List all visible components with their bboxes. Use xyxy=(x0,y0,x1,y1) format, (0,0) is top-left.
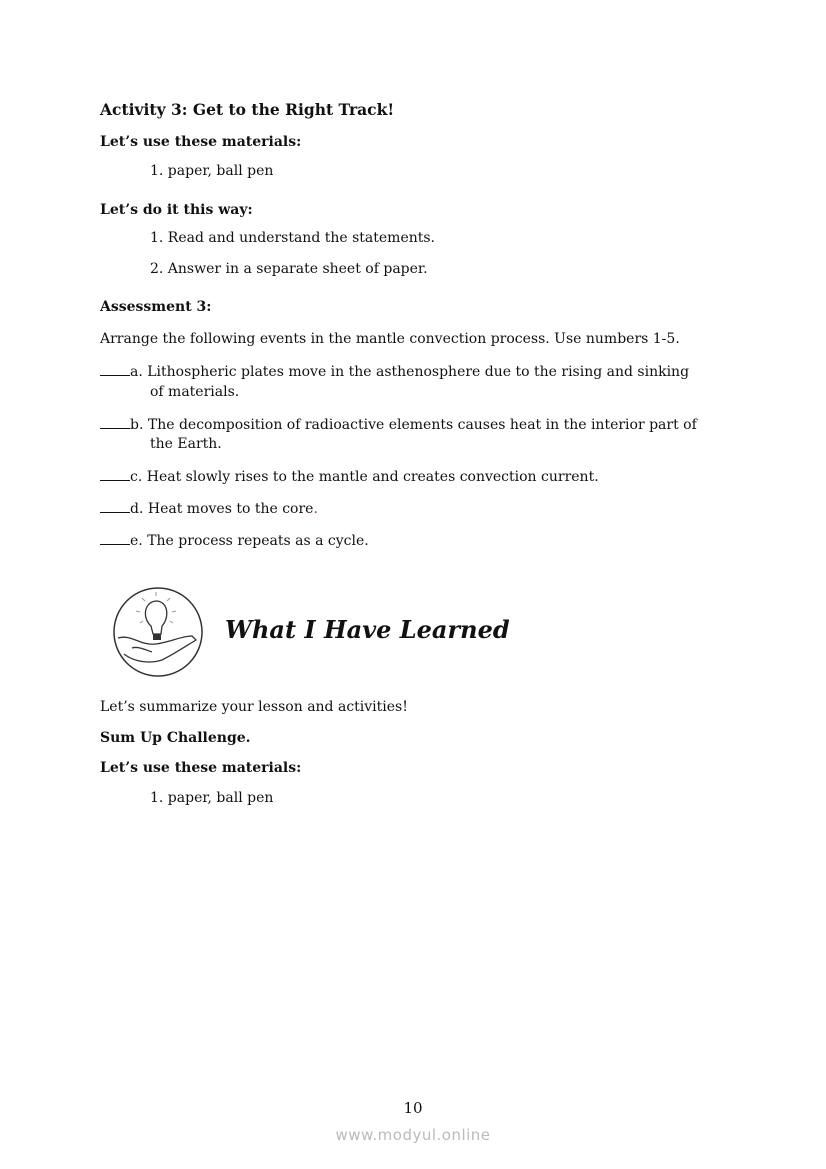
assessment-instruction: Arrange the following events in the mantle convection process. Use numbers 1-5. xyxy=(100,331,680,347)
item-text: Lithospheric plates move in the asthenosphere due to the rising and sinking xyxy=(147,364,690,380)
assessment-item-c xyxy=(100,466,599,487)
item-text: Heat moves to the core xyxy=(147,501,314,517)
answer-blank xyxy=(100,361,130,376)
activity-title: Activity 3: Get to the Right Track! xyxy=(100,100,395,119)
item-text: The decomposition of radioactive elements causes heat in the interior part of xyxy=(147,417,697,433)
red-period: . xyxy=(313,501,318,517)
procedure-step: 1. Read and understand the statements. xyxy=(150,230,436,246)
summary-intro: Let’s summarize your lesson and activities! xyxy=(100,699,408,715)
lightbulb-hand-icon xyxy=(112,586,204,678)
item-letter: a. xyxy=(130,364,143,380)
answer-blank xyxy=(100,498,130,513)
assessment-item-a xyxy=(100,361,689,382)
materials-heading: Let’s use these materials: xyxy=(100,134,302,150)
item-text-continued: the Earth. xyxy=(150,436,222,452)
watermark: www.modyul.online xyxy=(335,1126,491,1144)
section-title: What I Have Learned xyxy=(225,615,510,644)
assessment-item-b xyxy=(100,414,697,435)
answer-blank xyxy=(100,414,130,429)
assessment-item-d xyxy=(100,498,318,519)
assessment-item-e xyxy=(100,530,369,551)
sumup-heading: Sum Up Challenge. xyxy=(100,730,251,746)
procedure-step: 2. Answer in a separate sheet of paper. xyxy=(150,261,428,277)
material-item-2: 1. paper, ball pen xyxy=(150,790,274,806)
page-number: 10 xyxy=(403,1099,423,1117)
item-text: Heat slowly rises to the mantle and creates convection current. xyxy=(146,469,599,485)
assessment-heading: Assessment 3: xyxy=(100,299,212,315)
answer-blank xyxy=(100,466,130,481)
item-letter: d. xyxy=(130,501,144,517)
item-text: The process repeats as a cycle. xyxy=(147,533,369,549)
item-letter: e. xyxy=(130,533,143,549)
item-letter: c. xyxy=(130,469,143,485)
material-item: 1. paper, ball pen xyxy=(150,163,274,179)
procedure-heading: Let’s do it this way: xyxy=(100,202,253,218)
answer-blank xyxy=(100,530,130,545)
materials-heading-2: Let’s use these materials: xyxy=(100,760,302,776)
item-text-continued: of materials. xyxy=(150,384,240,400)
item-letter: b. xyxy=(130,417,144,433)
